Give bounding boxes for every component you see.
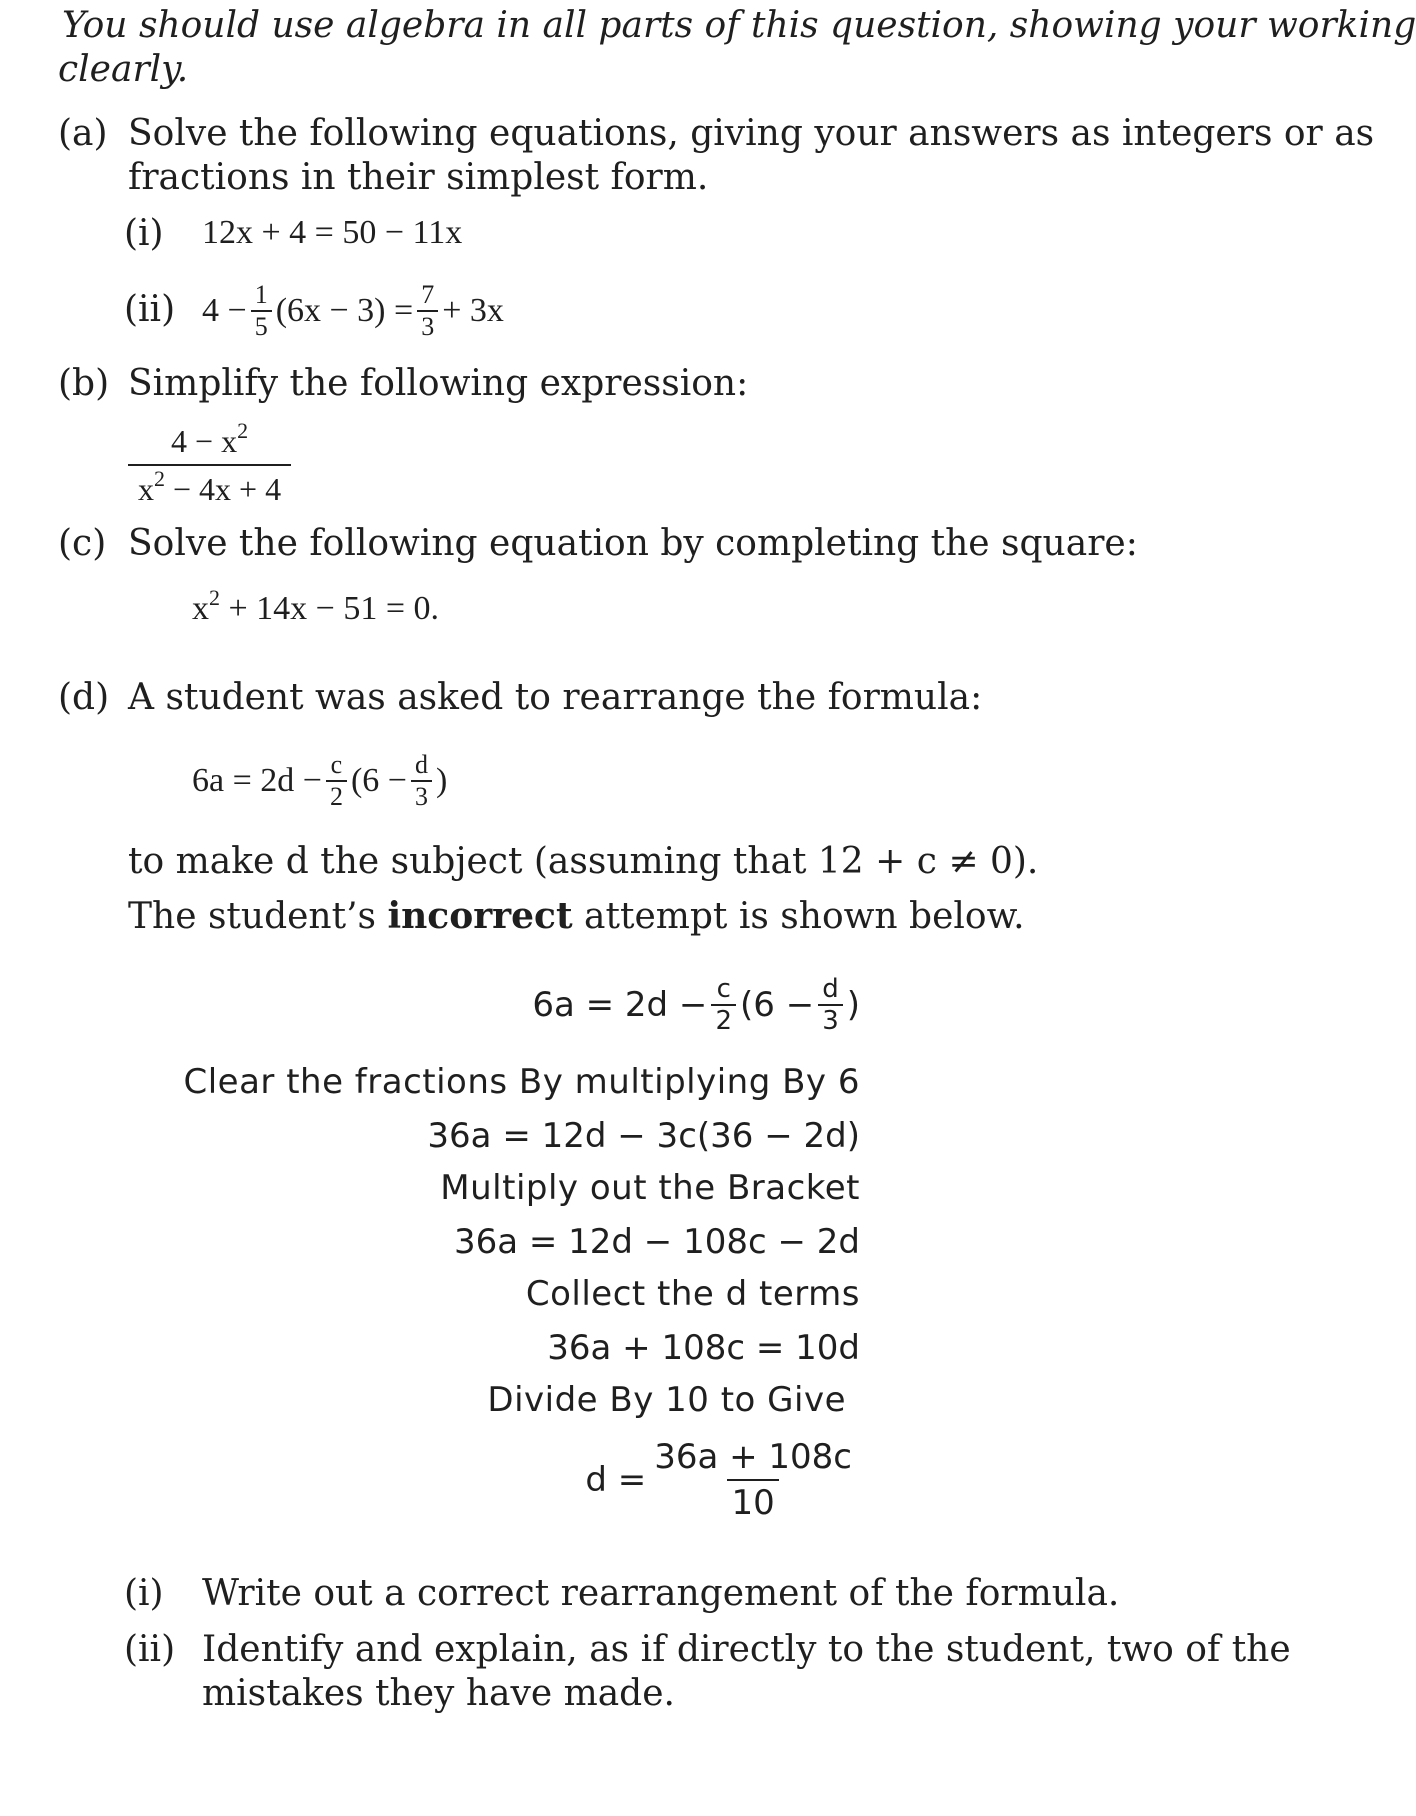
working-l1-post: ) (846, 985, 860, 1025)
part-d-formula (192, 736, 447, 826)
working-fraction-d-over-3 (818, 974, 843, 1036)
expression-numerator (157, 418, 262, 464)
working-line-7: 36a + 108c = 10d (547, 1328, 860, 1368)
fraction-numerator: 36a + 108c (654, 1437, 852, 1477)
part-a-label: (a) (58, 113, 108, 154)
fraction-d-over-3 (411, 750, 432, 812)
part-b-text: Simplify the following expression: (128, 363, 749, 404)
equation-rest: + 14x − 51 = 0. (220, 590, 440, 627)
formula-mid: (6 − (350, 762, 407, 799)
working-l1-mid: (6 − (739, 985, 815, 1025)
part-c-text: Solve the following equation by completing the square: (128, 523, 1138, 564)
fraction-denominator: 10 (727, 1479, 778, 1525)
part-a-i-equation: 12x + 4 = 50 − 11x (202, 214, 463, 251)
working-line-2: Clear the fractions By multiplying By 6 (183, 1062, 860, 1102)
fraction-denominator: 3 (411, 780, 432, 812)
numerator-text: 4 − x (171, 423, 238, 459)
formula-post: ) (435, 762, 448, 799)
denominator-rest: − 4x + 4 (165, 471, 282, 507)
fraction-numerator: d (822, 974, 839, 1004)
denominator-exponent: 2 (154, 466, 165, 491)
part-a-i-label: (i) (124, 213, 164, 254)
attempt-post: attempt is shown below. (572, 896, 1025, 937)
working-line-4: Multiply out the Bracket (440, 1168, 860, 1208)
part-b-expression (128, 418, 291, 512)
fraction-numerator: 1 (254, 280, 268, 309)
fraction-denominator: 3 (417, 310, 438, 342)
fraction-denominator: 2 (711, 1004, 736, 1036)
part-d-i-text: Write out a correct rearrangement of the formula. (202, 1573, 1120, 1614)
part-c-label: (c) (58, 523, 107, 564)
working-line-3: 36a = 12d − 3c(36 − 2d) (427, 1116, 860, 1156)
expression-denominator (128, 464, 291, 512)
working-l9-pre: d = (585, 1460, 647, 1500)
attempt-bold: incorrect (387, 895, 573, 937)
part-b-label: (b) (58, 363, 110, 404)
part-a-text-2: fractions in their simplest form. (128, 157, 709, 198)
fraction-c-over-2 (326, 750, 347, 812)
rational-expression (128, 418, 291, 512)
part-a-ii-post: + 3x (442, 292, 504, 329)
part-a-ii-mid: (6x − 3) = (275, 292, 414, 329)
part-d-i-label: (i) (124, 1573, 164, 1614)
fraction-denominator: 5 (251, 310, 272, 342)
fraction-denominator: 2 (326, 780, 347, 812)
working-line-9 (585, 1430, 860, 1530)
working-line-1 (532, 960, 860, 1050)
working-final-fraction (650, 1435, 856, 1525)
formula-pre: 6a = 2d − (192, 762, 322, 799)
fraction-numerator: c (716, 974, 731, 1004)
part-d-ii-label: (ii) (124, 1629, 176, 1670)
part-d-text: A student was asked to rearrange the formula: (128, 677, 983, 718)
fraction-denominator: 3 (818, 1004, 843, 1036)
attempt-pre: The student’s (128, 896, 388, 937)
part-d-ii-text-1: Identify and explain, as if directly to the student, two of the (202, 1629, 1291, 1670)
part-d-label: (d) (58, 677, 110, 718)
equation-base: x (192, 590, 209, 627)
part-a-ii-label: (ii) (124, 289, 176, 330)
part-a-text-1: Solve the following equations, giving your answers as integers or as (128, 113, 1375, 154)
part-c-equation (192, 585, 440, 628)
denominator-text: x (138, 471, 154, 507)
intro-line-2: clearly. (58, 49, 189, 90)
fraction-one-fifth (251, 280, 272, 342)
working-l1-pre: 6a = 2d − (532, 985, 708, 1025)
working-line-8: Divide By 10 to Give (487, 1380, 846, 1420)
fraction-seven-thirds (417, 280, 438, 342)
part-a-ii-pre: 4 − (202, 292, 247, 329)
equation-exponent: 2 (209, 585, 220, 610)
intro-line-1: You should use algebra in all parts of this question, showing your working (62, 5, 1416, 46)
part-d-attempt-text (128, 894, 1025, 939)
working-line-5: 36a = 12d − 108c − 2d (453, 1222, 860, 1262)
fraction-numerator: d (414, 750, 428, 779)
part-a-ii-equation (202, 266, 504, 356)
fraction-numerator: 7 (421, 280, 435, 309)
numerator-exponent: 2 (237, 418, 249, 443)
part-d-subject-text: to make d the subject (assuming that 12 + c ≠ 0). (128, 841, 1039, 882)
part-d-ii-text-2: mistakes they have made. (202, 1673, 675, 1714)
working-line-6: Collect the d terms (525, 1274, 860, 1314)
fraction-numerator: c (330, 750, 343, 779)
working-fraction-c-over-2 (711, 974, 736, 1036)
